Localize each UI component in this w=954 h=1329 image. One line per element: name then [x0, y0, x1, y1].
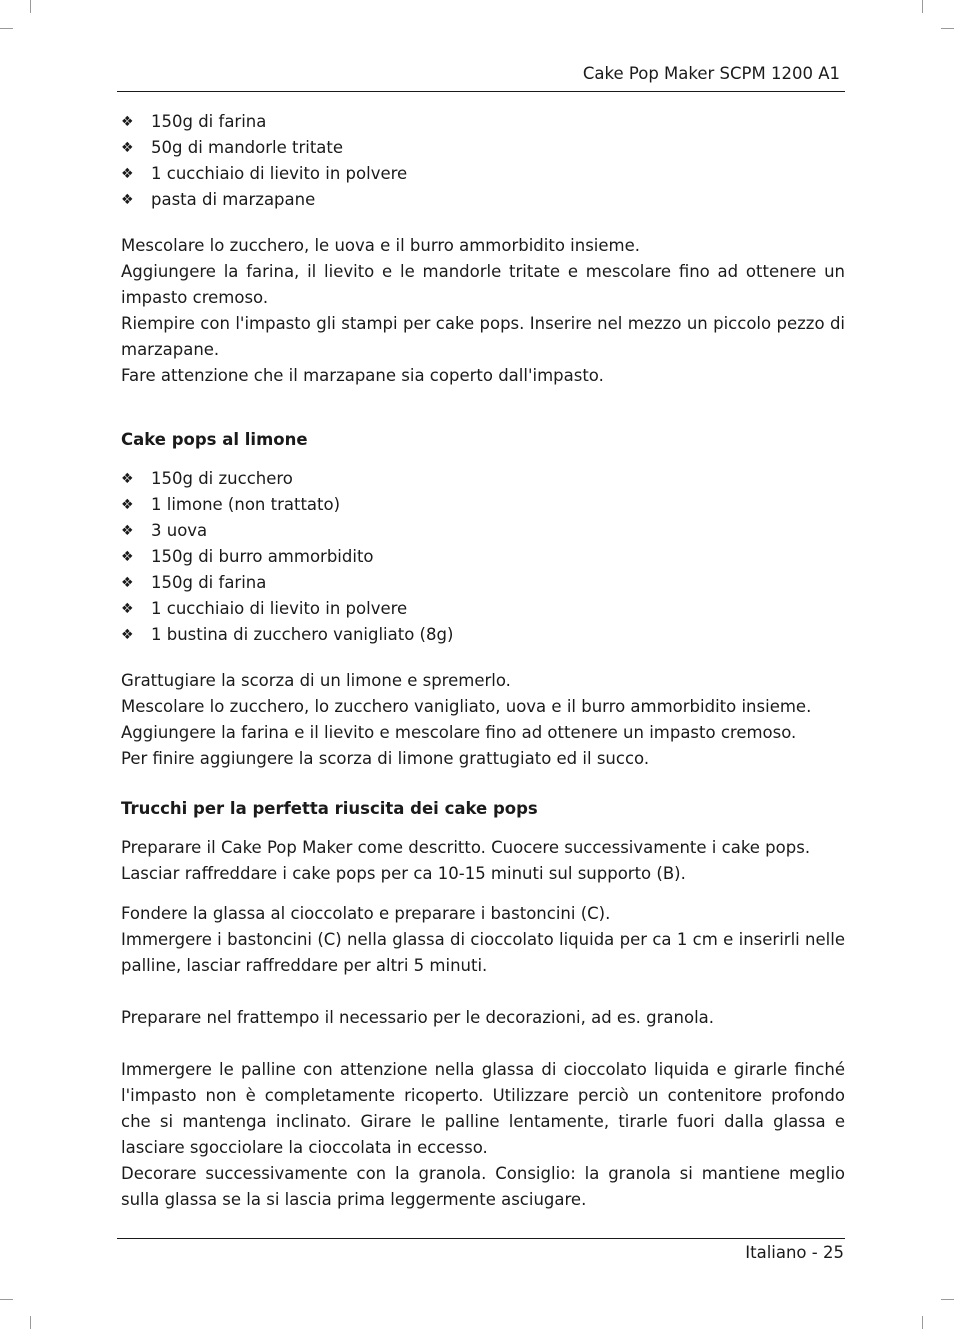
- footer-rule: [117, 1238, 845, 1239]
- page-header-title: Cake Pop Maker SCPM 1200 A1: [582, 64, 840, 83]
- bullet-icon: ❖: [121, 140, 134, 156]
- crop-mark: [941, 28, 954, 29]
- list-item: ❖ 1 cucchiaio di lievito in polvere: [121, 161, 845, 187]
- crop-mark: [30, 0, 31, 13]
- list-item: ❖ 150g di farina: [121, 109, 845, 135]
- paragraph: Lasciar raffreddare i cake pops per ca 10-15 minuti sul supporto (B).: [121, 864, 686, 883]
- bullet-icon: ❖: [121, 627, 134, 643]
- paragraph: Immergere i bastoncini (C) nella glassa di cioccolato liquida per ca 1 cm e inserirli nelle palline, lasciar raffreddare per altri 5 minuti.: [121, 930, 845, 975]
- paragraph: Fare attenzione che il marzapane sia coperto dall'impasto.: [121, 366, 604, 385]
- list-item: ❖ 3 uova: [121, 518, 845, 544]
- bullet-icon: ❖: [121, 549, 134, 565]
- paragraph: Grattugiare la scorza di un limone e spremerlo.: [121, 671, 511, 690]
- page-footer: [745, 1241, 844, 1265]
- bullet-icon: ❖: [121, 114, 134, 130]
- footer-language: Italiano: [745, 1243, 807, 1262]
- list-item: ❖ pasta di marzapane: [121, 187, 845, 213]
- list-item: ❖ 150g di farina: [121, 570, 845, 596]
- page-content: [121, 109, 845, 1213]
- bullet-icon: ❖: [121, 601, 134, 617]
- list-item: ❖ 1 cucchiaio di lievito in polvere: [121, 596, 845, 622]
- list-item: ❖ 150g di burro ammorbidito: [121, 544, 845, 570]
- bullet-icon: ❖: [121, 497, 134, 513]
- page-number: 25: [823, 1243, 844, 1262]
- crop-mark: [922, 1316, 923, 1329]
- section-heading: Cake pops al limone: [121, 430, 308, 449]
- footer-separator: -: [811, 1243, 818, 1262]
- bullet-icon: ❖: [121, 471, 134, 487]
- paragraph: Mescolare lo zucchero, le uova e il burro ammorbidito insieme.: [121, 236, 641, 255]
- list-item: ❖ 150g di zucchero: [121, 466, 845, 492]
- bullet-icon: ❖: [121, 166, 134, 182]
- paragraph: Mescolare lo zucchero, lo zucchero vanigliato, uova e il burro ammorbidito insieme.: [121, 697, 812, 716]
- bullet-icon: ❖: [121, 523, 134, 539]
- crop-mark: [30, 1316, 31, 1329]
- ingredient-list: [121, 109, 845, 213]
- list-item: ❖ 50g di mandorle tritate: [121, 135, 845, 161]
- paragraph: Preparare il Cake Pop Maker come descritto. Cuocere successivamente i cake pops.: [121, 838, 811, 857]
- crop-mark: [922, 0, 923, 13]
- paragraph: Per finire aggiungere la scorza di limone grattugiato ed il succo.: [121, 749, 650, 768]
- paragraph: Fondere la glassa al cioccolato e preparare i bastoncini (C).: [121, 904, 611, 923]
- paragraph: Riempire con l'impasto gli stampi per cake pops. Inserire nel mezzo un piccolo pezzo di marzapane.: [121, 314, 845, 359]
- bullet-icon: ❖: [121, 575, 134, 591]
- list-item: ❖ 1 limone (non trattato): [121, 492, 845, 518]
- paragraph: Preparare nel frattempo il necessario per le decorazioni, ad es. granola.: [121, 1008, 715, 1027]
- header-rule: [117, 91, 845, 92]
- bullet-icon: ❖: [121, 192, 134, 208]
- section-heading: Trucchi per la perfetta riuscita dei cake pops: [121, 799, 538, 818]
- crop-mark: [0, 1299, 13, 1300]
- paragraph: Aggiungere la farina, il lievito e le mandorle tritate e mescolare fino ad ottenere un impasto cremoso.: [121, 262, 845, 307]
- ingredient-list: [121, 466, 845, 648]
- paragraph: Immergere le palline con attenzione nella glassa di cioccolato liquida e girarle finché l'impasto non è completamente ricoperto. Utilizzare perciò un contenitore profondo che si mantenga inclinato. Girare le palline lentamente, tirarle fuori dalla glassa e lasciare sgocciolare la cioccolata in eccesso.: [121, 1060, 845, 1157]
- list-item: ❖ 1 bustina di zucchero vanigliato (8g): [121, 622, 845, 648]
- paragraph: Decorare successivamente con la granola. Consiglio: la granola si mantiene meglio sulla glassa se la si lascia prima leggermente asciugare.: [121, 1164, 845, 1209]
- paragraph: Aggiungere la farina e il lievito e mescolare fino ad ottenere un impasto cremoso.: [121, 723, 797, 742]
- crop-mark: [0, 28, 13, 29]
- crop-mark: [941, 1299, 954, 1300]
